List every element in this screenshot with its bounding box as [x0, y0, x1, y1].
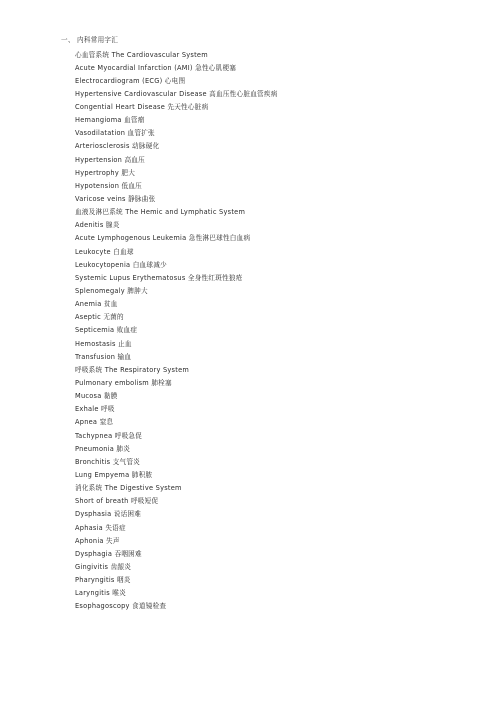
list-item: Hypertension 高血压	[75, 155, 145, 164]
list-item: Aphonia 失声	[75, 536, 120, 545]
list-item: Adenitis 腺炎	[75, 221, 120, 230]
list-item: Arteriosclerosis 动脉硬化	[75, 142, 160, 151]
list-item: Hypertrophy 肥大	[75, 168, 136, 177]
list-item: Splenomegaly 脾肿大	[75, 287, 148, 296]
list-item: Pneumonia 肺炎	[75, 444, 131, 453]
list-item: Transfusion 输血	[75, 352, 132, 361]
list-item: Pharyngitis 咽炎	[75, 576, 131, 585]
list-item: Hypertensive Cardiovascular Disease 高血压性心脏血管疾病	[75, 89, 278, 98]
list-item: Acute Lymphogenous Leukemia 急性淋巴球性白血病	[75, 234, 251, 243]
list-item: Esophagoscopy 食道镜检查	[75, 602, 167, 611]
list-item: Hypotension 低血压	[75, 181, 143, 190]
list-item: 呼吸系统 The Respiratory System	[75, 365, 190, 374]
list-item: Septicemia 败血症	[75, 326, 138, 335]
list-item: Vasodilatation 血管扩张	[75, 129, 155, 138]
list-item: Pulmonary embolism 肺栓塞	[75, 379, 172, 388]
list-item: 消化系统 The Digestive System	[75, 484, 182, 493]
list-item: Lung Empyema 肺积脓	[75, 471, 153, 479]
list-item: Bronchitis 支气管炎	[75, 457, 141, 466]
list-item: Leukocytopenia 白血球减少	[75, 260, 167, 269]
list-item: Electrocardiogram (ECG) 心电图	[75, 76, 186, 85]
list-item: 血液及淋巴系统 The Hemic and Lymphatic System	[75, 208, 246, 217]
list-item: Exhale 呼吸	[75, 405, 115, 414]
list-item: 心血管系统 The Cardiovascular System	[75, 50, 208, 59]
list-item: Hemangioma 血管瘤	[75, 116, 145, 125]
list-item: Anemia 贫血	[75, 300, 118, 309]
list-item: Hemostasis 止血	[75, 339, 132, 348]
list-item: Aseptic 无菌的	[75, 313, 124, 322]
term-list	[75, 49, 475, 614]
list-item: Leukocyte 白血球	[75, 247, 134, 256]
list-item: Dysphagia 吞咽困难	[75, 549, 142, 558]
list-item: Varicose veins 静脉曲张	[75, 195, 156, 204]
list-item: Aphasia 失语症	[75, 523, 126, 532]
section-heading: 一、 内科常用字汇	[61, 36, 119, 44]
list-item: Short of breath 呼吸短促	[75, 497, 159, 506]
list-item: Acute Myocardial Infarction (AMI) 急性心肌梗塞	[75, 63, 237, 72]
list-item: Laryngitis 喉炎	[75, 589, 126, 598]
list-item: Gingivitis 齿龈炎	[75, 562, 132, 571]
list-item: Systemic Lupus Erythematosus 全身性红斑性狼疮	[75, 273, 243, 282]
list-item: Mucosa 黏膜	[75, 392, 118, 401]
list-item: Tachypnea 呼吸急促	[75, 431, 143, 440]
glossary-content	[61, 33, 475, 614]
list-item: Dysphasia 说话困难	[75, 510, 142, 519]
list-item: Congential Heart Disease 先天性心脏病	[75, 103, 209, 112]
list-item: Apnea 窒息	[75, 418, 114, 427]
